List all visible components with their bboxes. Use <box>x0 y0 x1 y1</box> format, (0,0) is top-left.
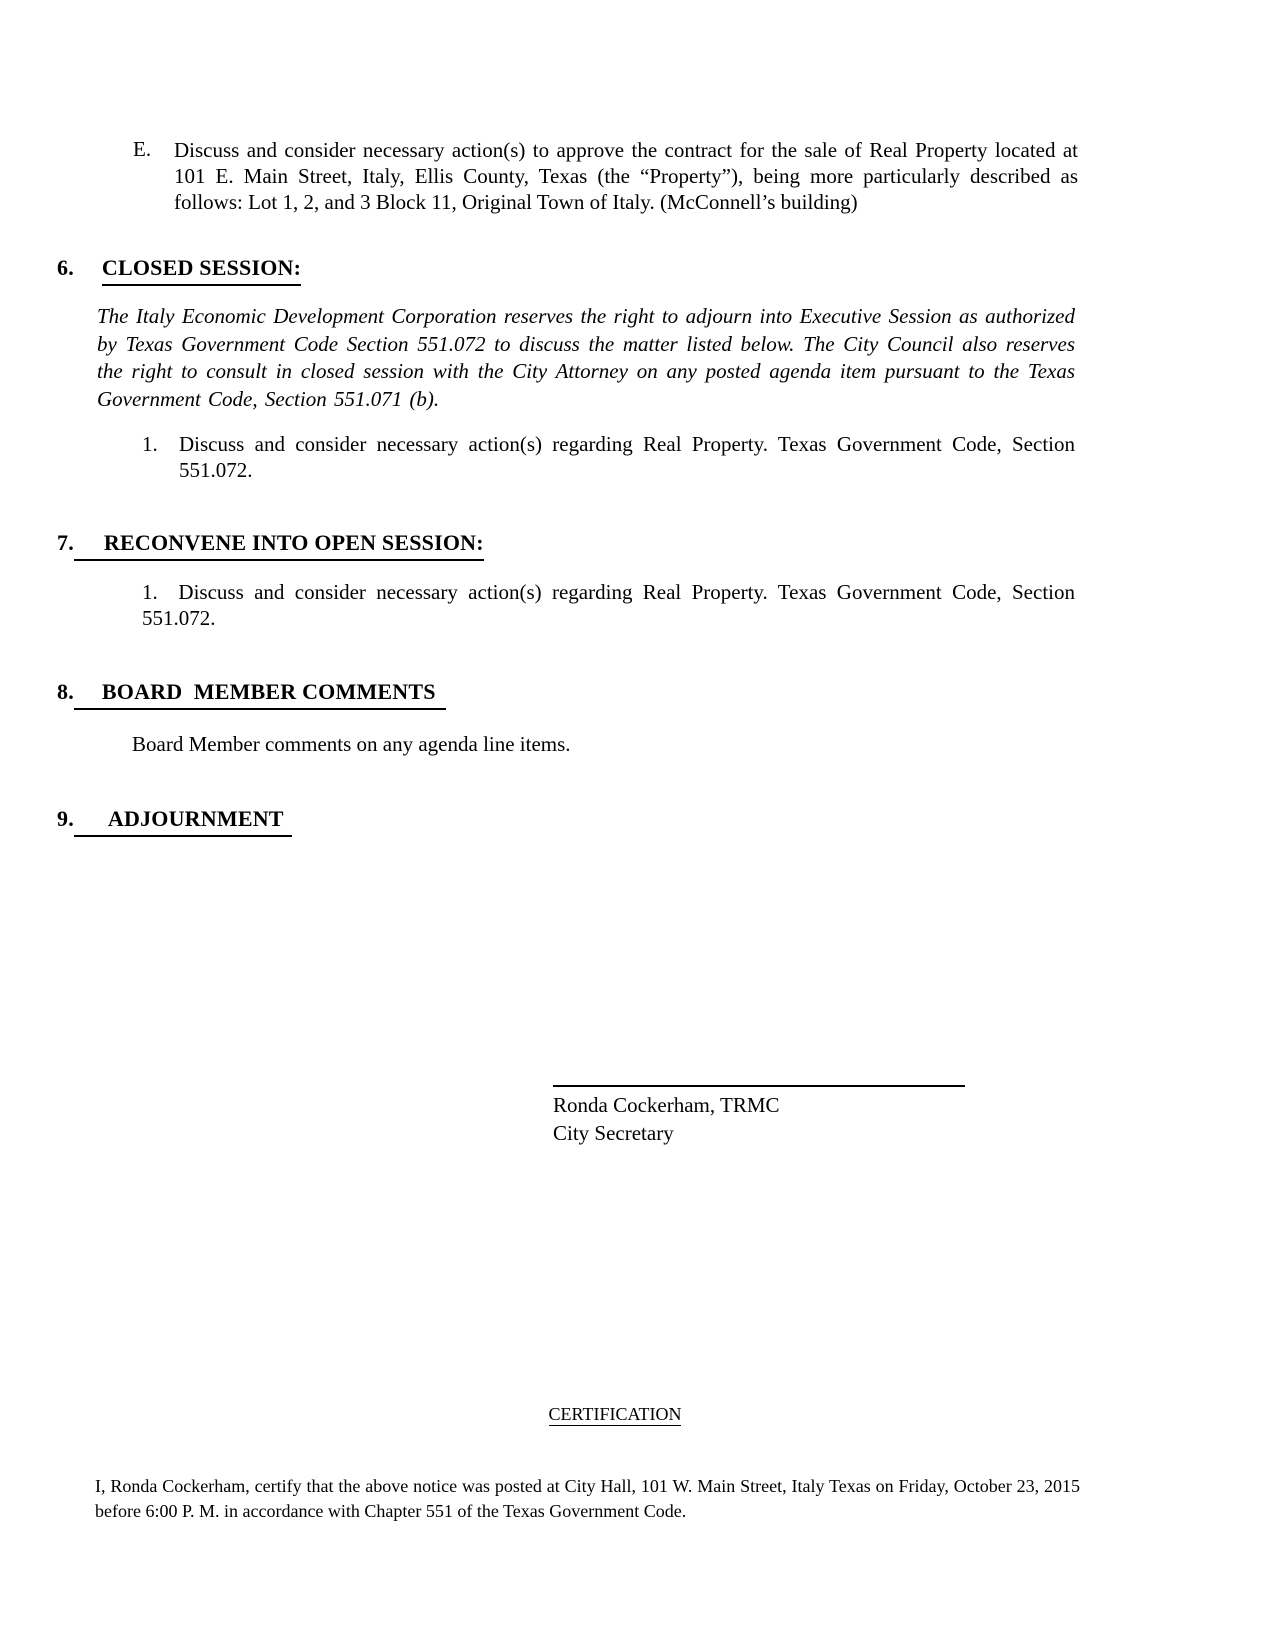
section-7-title: RECONVENE INTO OPEN SESSION: <box>74 530 484 561</box>
certification-heading-text: CERTIFICATION <box>548 1404 682 1424</box>
section-9-number: 9. <box>57 806 74 831</box>
section-8-heading <box>57 679 446 710</box>
agenda-item-e <box>133 137 1078 215</box>
reconvene-item-1 <box>142 579 1075 631</box>
section-8-title: BOARD MEMBER COMMENTS <box>74 679 446 710</box>
section-6-heading <box>57 255 301 286</box>
section-6-number: 6. <box>57 255 74 280</box>
signature-line <box>553 1085 965 1087</box>
board-comments-text: Board Member comments on any agenda line items. <box>132 732 571 756</box>
section-6-title: CLOSED SESSION: <box>102 255 301 286</box>
closed-session-item-1-label: 1. <box>142 432 158 456</box>
section-8-number: 8. <box>57 679 74 704</box>
reconvene-item-1-label: 1. <box>142 580 158 604</box>
closed-session-paragraph: The Italy Economic Development Corporation reserves the right to adjourn into Executive Session as authorized by Texas Government Code Section 551.072 to discuss the matter listed below. The City Council also reserves the right to consult in closed session with the City Attorney on any posted agenda item pursuant to the Texas Government Code, Section 551.071 (b). <box>97 304 1075 411</box>
reconvene-item-1-text: Discuss and consider necessary action(s) regarding Real Property. Texas Government Code, Section 551.072. <box>142 580 1075 630</box>
item-e-label: E. <box>133 137 152 161</box>
section-9-title: ADJOURNMENT <box>74 806 292 837</box>
section-7-number: 7. <box>57 530 74 555</box>
item-e-text: Discuss and consider necessary action(s) to approve the contract for the sale of Real Property located at 101 E. Main Street, Italy, Ellis County, Texas (the “Property”), being more particularly described as follows: Lot 1, 2, and 3 Block 11, Original Town of Italy. (McConnell’s building) <box>174 138 1078 214</box>
signature-name: Ronda Cockerham, TRMC <box>553 1093 780 1117</box>
certification-heading <box>0 1404 1230 1425</box>
signature-title: City Secretary <box>553 1121 674 1145</box>
certification-text: I, Ronda Cockerham, certify that the above notice was posted at City Hall, 101 W. Main Street, Italy Texas on Friday, October 23, 2015 before 6:00 P. M. in accordance with Chapter 551 of the Texas Government Code. <box>95 1476 1080 1521</box>
closed-session-item-1 <box>142 431 1075 483</box>
section-7-heading <box>57 530 484 561</box>
closed-session-item-1-text: Discuss and consider necessary action(s) regarding Real Property. Texas Government Code, Section 551.072. <box>179 432 1075 482</box>
section-9-heading <box>57 806 292 837</box>
